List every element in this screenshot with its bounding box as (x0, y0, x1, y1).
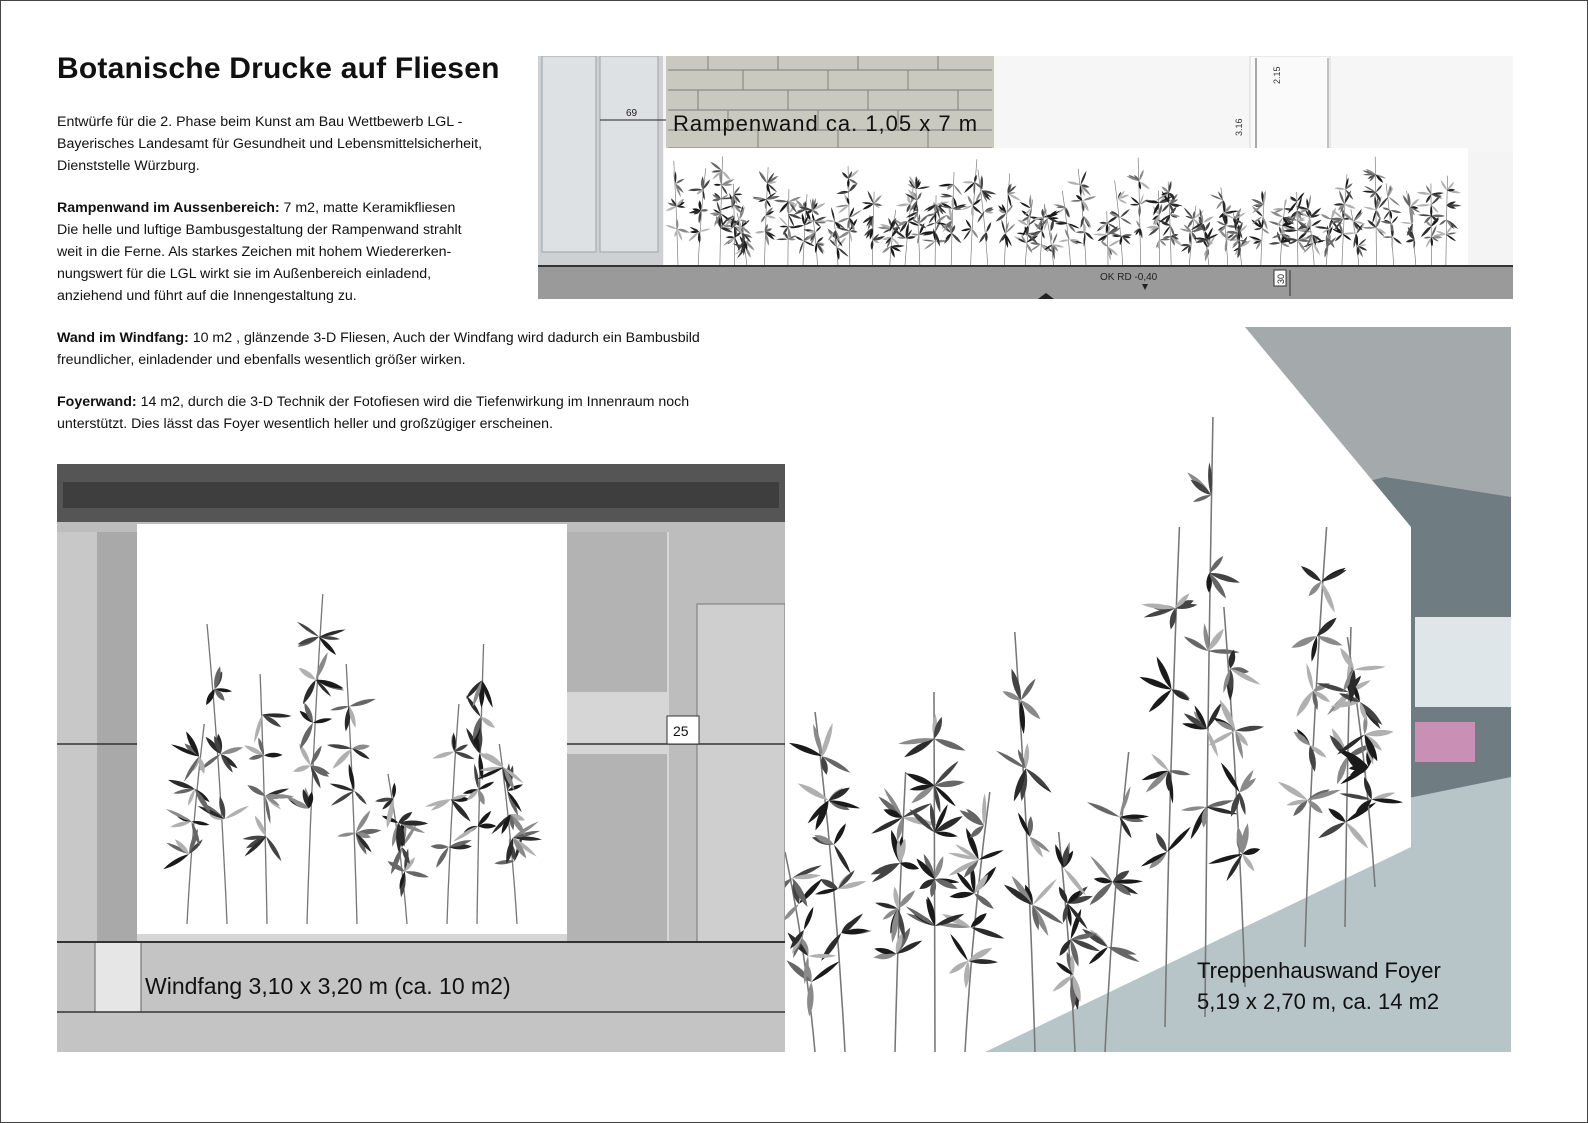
rampenwand-heading: Rampenwand im Aussenbereich: (57, 200, 280, 216)
windfang-heading: Wand im Windfang: (57, 330, 189, 346)
foyer-heading: Foyerwand: (57, 394, 137, 410)
windfang-line: freundlicher, einladender und ebenfalls wesentlich größer wirken. (57, 352, 466, 368)
ramp-caption: Rampenwand ca. 1,05 x 7 m (673, 111, 979, 136)
dim-30: 30 (1276, 273, 1286, 284)
rampenwand-line: anziehend und führt auf die Innengestaltung zu. (57, 288, 357, 304)
windfang-figure (57, 464, 785, 1052)
ramp-wall-figure (538, 56, 1513, 299)
foyer-line: unterstützt. Dies lässt das Foyer wesentlich heller und großzügiger erscheinen. (57, 416, 554, 432)
dim-69: 69 (626, 108, 638, 119)
rampenwand-spec: 7 m2, matte Keramikfliesen (279, 200, 456, 216)
foyer-caption-line1: Treppenhauswand Foyer (1197, 958, 1441, 983)
rampenwand-line: nungswert für die LGL wirkt sie im Außenbereich einladend, (57, 266, 432, 282)
rampenwand-line: Die helle und luftige Bambusgestaltung der Rampenwand strahlt (57, 222, 462, 238)
dim-316: 3.16 (1234, 118, 1244, 136)
windfang-paragraph (57, 327, 792, 371)
rampenwand-line: weit in die Ferne. Als starkes Zeichen mit hohem Wiedererken- (57, 244, 452, 260)
windfang-spec: 10 m2 , glänzende 3-D Fliesen, Auch der Windfang wird dadurch ein Bambusbild (188, 330, 700, 346)
intro-line: Bayerisches Landesamt für Gesundheit und Lebensmittelsicherheit, (57, 136, 483, 152)
intro-line: Dienststelle Würzburg. (57, 158, 200, 174)
page-title: Botanische Drucke auf Fliesen (57, 52, 500, 85)
foyer-paragraph (57, 391, 792, 435)
intro-line: Entwürfe für die 2. Phase beim Kunst am Bau Wettbewerb LGL - (57, 114, 463, 130)
foyer-caption-line2: 5,19 x 2,70 m, ca. 14 m2 (1197, 989, 1440, 1014)
foyer-spec: 14 m2, durch die 3-D Technik der Fotofiesen wird die Tiefenwirkung im Innenraum noch (136, 394, 690, 410)
dim-okrd: OK RD -0,40 (1100, 272, 1158, 283)
dim-25: 25 (673, 723, 689, 739)
windfang-caption: Windfang 3,10 x 3,20 m (ca. 10 m2) (145, 973, 511, 999)
dim-215: 2.15 (1272, 66, 1282, 84)
foyer-figure (785, 327, 1511, 1052)
